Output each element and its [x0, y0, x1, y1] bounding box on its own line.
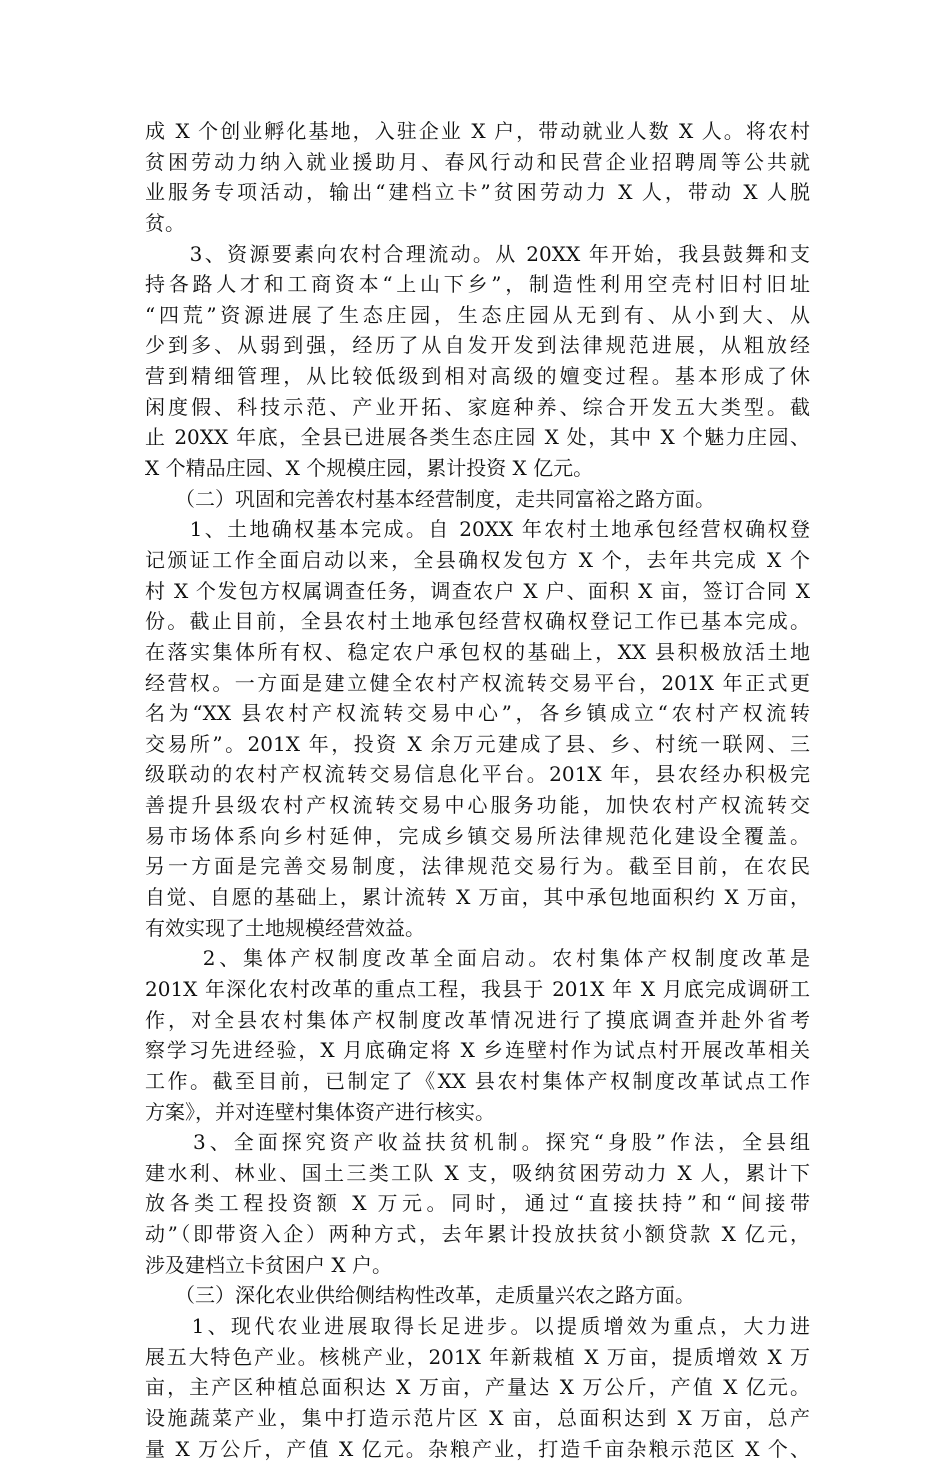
text-line: 建水利、林业、国土三类工队 X 支，吸纳贫困劳动力 X 人，累计下	[145, 1160, 810, 1185]
text-line: 少到多、从弱到强，经历了从自发开发到法律规范进展，从粗放经	[145, 333, 810, 358]
text-line: 工作。截至目前，已制定了《XX 县农村集体产权制度改革试点工作	[145, 1068, 810, 1093]
text-line: 业服务专项活动，输出“建档立卡”贫困劳动力 X 人，带动 X 人脱	[145, 180, 810, 205]
text-line: 展五大特色产业。核桃产业，201X 年新栽植 X 万亩，提质增效 X 万	[145, 1344, 810, 1369]
text-line: X 个精品庄园、X 个规模庄园，累计投资 X 亿元。	[145, 456, 594, 481]
text-line: 成 X 个创业孵化基地，入驻企业 X 户，带动就业人数 X 人。将农村	[145, 119, 810, 143]
text-line: 闲度假、科技示范、产业开拓、家庭种养、综合开发五大类型。截	[145, 394, 810, 419]
text-line: 方案》，并对连壁村集体资产进行核实。	[145, 1099, 495, 1124]
text-line: 份。截止目前，全县农村土地承包经营权确权登记工作已基本完成。	[145, 609, 810, 634]
text-line: 2、集体产权制度改革全面启动。农村集体产权制度改革是	[145, 946, 810, 971]
section-heading: （二）巩固和完善农村基本经营制度，走共同富裕之路方面。	[145, 486, 715, 511]
text-line: 在落实集体所有权、稳定农户承包权的基础上，XX 县积极放活土地	[145, 639, 810, 664]
text-line: 1、现代农业进展取得长足进步。以提质增效为重点，大力进	[145, 1313, 810, 1338]
text-line: 级联动的农村产权流转交易信息化平台。201X 年，县农经办积极完	[145, 762, 810, 787]
text-line: 止 20XX 年底，全县已进展各类生态庄园 X 处，其中 X 个魅力庄园、	[145, 425, 810, 450]
text-line: 持各路人才和工商资本“上山下乡”，制造性利用空壳村旧村旧址	[145, 272, 810, 297]
text-line: 自觉、自愿的基础上，累计流转 X 万亩，其中承包地面积约 X 万亩，	[145, 885, 810, 910]
text-line: 村 X 个发包方权属调查任务，调查农户 X 户、面积 X 亩，签订合同 X	[145, 578, 810, 603]
section-heading: （三）深化农业供给侧结构性改革，走质量兴农之路方面。	[145, 1283, 695, 1308]
text-line: 贫困劳动力纳入就业援助月、春风行动和民营企业招聘周等公共就	[145, 149, 810, 174]
text-line: 1、土地确权基本完成。自 20XX 年农村土地承包经营权确权登	[145, 517, 810, 542]
text-line: 经营权。一方面是建立健全农村产权流转交易平台，201X 年正式更	[145, 670, 810, 695]
text-line: 交易所”。201X 年，投资 X 余万元建成了县、乡、村统一联网、三	[145, 731, 810, 756]
text-line: 营到精细管理，从比较低级到相对高级的嬗变过程。基本形成了休	[145, 364, 810, 389]
text-line: 3、全面探究资产收益扶贫机制。探究“身股”作法，全县组	[145, 1130, 810, 1155]
text-line: 亩，主产区种植总面积达 X 万亩，产量达 X 万公斤，产值 X 亿元。	[145, 1375, 810, 1400]
text-line: 涉及建档立卡贫困户 X 户。	[145, 1252, 392, 1277]
text-line: 察学习先进经验，X 月底确定将 X 乡连壁村作为试点村开展改革相关	[145, 1038, 810, 1063]
text-line: 善提升县级农村产权流转交易中心服务功能，加快农村产权流转交	[145, 793, 810, 818]
text-line: “四荒”资源进展了生态庄园，生态庄园从无到有、从小到大、从	[145, 302, 810, 327]
document-page	[145, 116, 810, 1464]
text-line: 201X 年深化农村改革的重点工程，我县于 201X 年 X 月底完成调研工	[145, 976, 810, 1001]
text-line: 量 X 万公斤，产值 X 亿元。杂粮产业，打造千亩杂粮示范区 X 个、	[145, 1436, 810, 1461]
text-line: 另一方面是完善交易制度，法律规范交易行为。截至目前，在农民	[145, 854, 810, 879]
text-line: 设施蔬菜产业，集中打造示范片区 X 亩，总面积达到 X 万亩，总产	[145, 1405, 810, 1430]
text-line: 作，对全县农村集体产权制度改革情况进行了摸底调查并赴外省考	[145, 1007, 810, 1032]
text-line: 易市场体系向乡村延伸，完成乡镇交易所法律规范化建设全覆盖。	[145, 823, 810, 848]
text-line: 放各类工程投资额 X 万元。同时，通过“直接扶持”和“间接带	[145, 1191, 810, 1216]
text-line: 有效实现了土地规模经营效益。	[145, 915, 425, 940]
text-line: 名为“XX 县农村产权流转交易中心”，各乡镇成立“农村产权流转	[145, 701, 810, 726]
text-line: 3、资源要素向农村合理流动。从 20XX 年开始，我县鼓舞和支	[145, 241, 810, 266]
text-line: 记颁证工作全面启动以来，全县确权发包方 X 个，去年共完成 X 个	[145, 547, 810, 572]
text-line: 动”（即带资入企）两种方式，去年累计投放扶贫小额贷款 X 亿元，	[145, 1222, 810, 1247]
text-line: 贫。	[145, 210, 185, 235]
